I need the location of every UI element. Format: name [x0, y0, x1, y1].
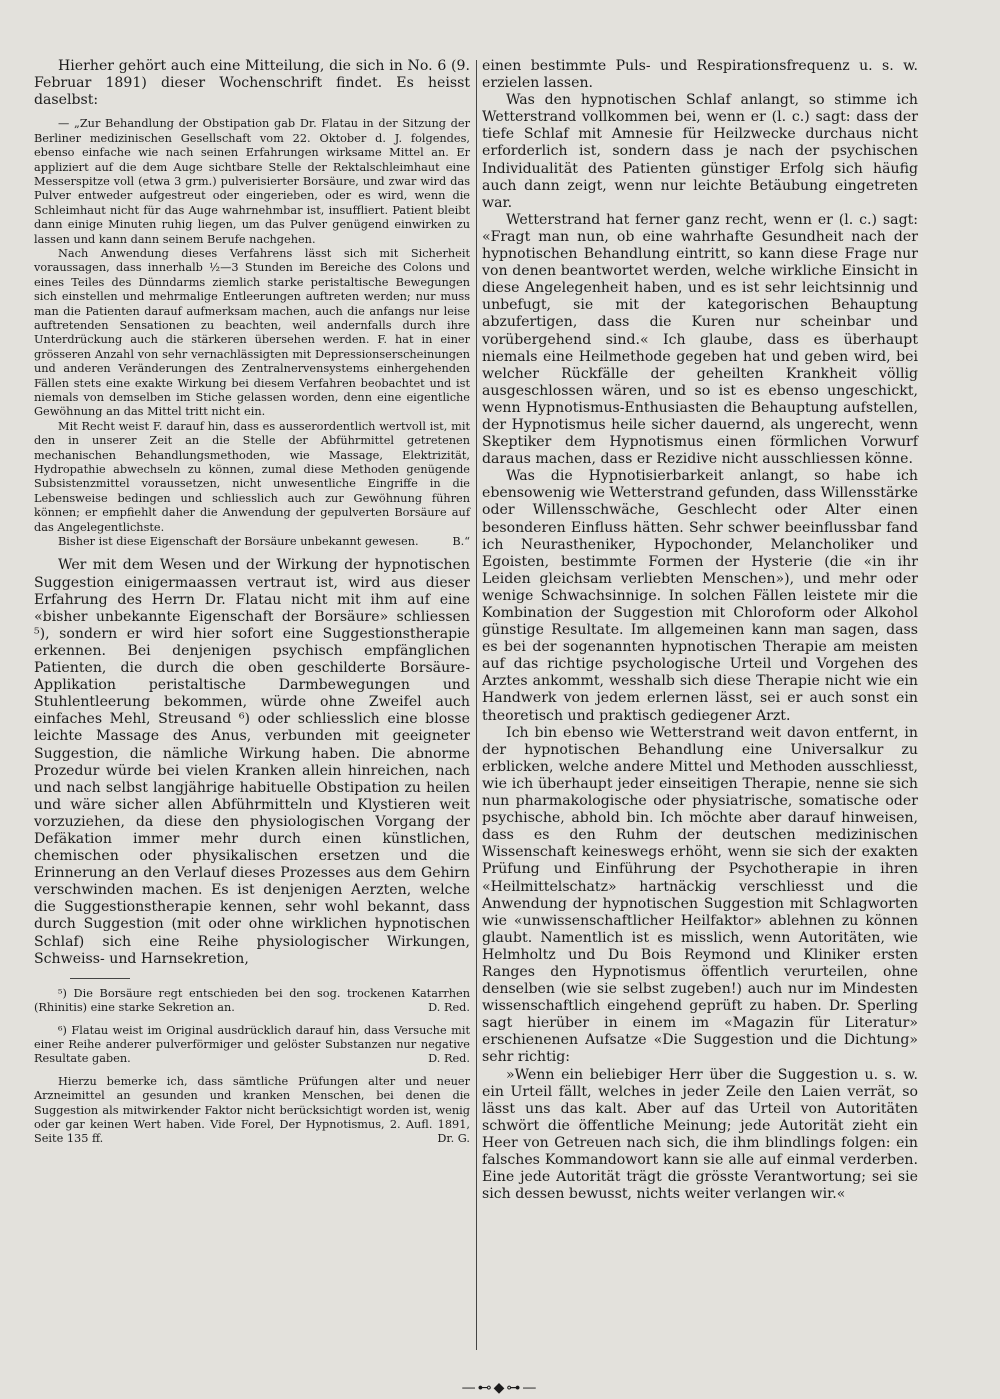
- right-paragraph-2: Was den hypnotischen Schlaf anlangt, so stimme ich Wetterstrand vollkommen bei, wenn er (l. c.) sagt: dass der tiefe Schlaf mit Amnesie für Heilzwecke durchaus nicht erforderlich ist, sondern dass je nach der psychischen Individualität des Patienten günstiger Erfolg sich häufig auch dann zeigt, wenn nur leichte Betäubung eingetreten war.: [482, 92, 918, 211]
- main-paragraph: Wer mit dem Wesen und der Wirkung der hypnotischen Suggestion einigermaassen vertraut ist, wird aus dieser Erfahrung des Herrn Dr. Flatau nicht mit ihm auf eine «bisher unbekannte Eigenschaft der Borsäure» schliessen ⁵), sondern er wird hier sofort eine Suggestionstherapie erkennen. Bei denjenigen psychisch empfänglichen Patienten, die durch die oben geschilderte Borsäure-Applikation peristaltische Darmbewegungen und Stuhlentleerung bekommen, würde ohne Zweifel auch einfaches Mehl, Streusand ⁶) oder schliesslich eine blosse leichte Massage des Anus, verbunden mit geeigneter Suggestion, die nämliche Wirkung haben. Die abnorme Prozedur würde bei vielen Kranken allein hinreichen, nach und nach selbst langjährige habituelle Obstipation zu heilen und wäre sicher allen Abführmitteln und Klystieren weit vorzuziehen, da diese den physiologischen Vorgang der Defäkation immer mehr durch einen künstlichen, chemischen oder physikalischen ersetzen und die Erinnerung an den Verlauf dieses Prozesses aus dem Gehirn verschwinden machen. Es ist denjenigen Aerzten, welche die Suggestionstherapie kennen, sehr wohl bekannt, dass durch Suggestion (mit oder ohne wirklichen hypnotischen Schlaf) sich eine Reihe physiologischer Wirkungen, Schweiss- und Harnsekretion,: [34, 557, 470, 967]
- right-paragraph-3: Wetterstrand hat ferner ganz recht, wenn er (l. c.) sagt: «Fragt man nun, ob eine wahrhafte Gesundheit nach der hypnotischen Behandlung eintritt, so kann diese Frage nur von denen beantwortet werden, welche wirkliche Einsicht in diese Angelegenheit haben, und es ist sehr leichtsinnig und unbefugt, sie mit der kategorischen Behauptung abzufertigen, dass die Kuren nur scheinbar und vorübergehend sind.« Ich glaube, dass es überhaupt niemals eine Heilmethode gegeben hat und geben wird, bei welcher Rückfälle der geheilten Krankheit völlig ausgeschlossen wären, und so ist es ebenso ungeschickt, wenn Hypnotismus-Enthusiasten die Behauptung aufstellen, der Hypnotismus heile sicher dauernd, als ungerecht, wenn Skeptiker dem Hypnotismus einen förmlichen Vorwurf daraus machen, dass er Rezidive nicht ausschliessen könne.: [482, 211, 918, 468]
- footnote-5-text: ⁵) Die Borsäure regt entschieden bei den sog. trockenen Katarrhen (Rhinitis) eine starke Sekretion an.: [34, 986, 470, 1015]
- footnote-remark-text: Hierzu bemerke ich, dass sämtliche Prüfungen alter und neuer Arzneimittel an gesunden und kranken Menschen, bei denen die Suggestion als mitwirkender Faktor nicht berücksichtigt worden ist, wenig oder gar keinen Wert haben. Vide Forel, Der Hypnotismus, 2. Aufl. 1891, Seite 135 ff.: [34, 1074, 470, 1146]
- quote-paragraph-4: [34, 535, 470, 549]
- quote-paragraph-1: — „Zur Behandlung der Obstipation gab Dr. Flatau in der Sitzung der Berliner medizinischen Gesellschaft vom 22. Oktober d. J. folgendes, ebenso einfache wie nach seinen Erfahrungen wirksame Mittel an. Er appliziert auf die dem Auge sichtbare Stelle der Rektalschleimhaut eine Messerspitze voll (etwa 3 grm.) pulverisierter Borsäure, und zwar wird das Pulver entweder aufgestreut oder eingerieben, oder es wird, wenn die Schleimhaut nicht für das Auge wahrnehmbar ist, insuffliert. Patient bleibt dann einige Minuten ruhig liegen, um das Pulver genügend einwirken zu lassen und kann dann seinem Berufe nachgehen.: [34, 117, 470, 246]
- left-column: [34, 58, 470, 1147]
- footnote-5-signature: D. Red.: [428, 1001, 470, 1015]
- right-column: [482, 58, 918, 1203]
- intro-paragraph: Hierher gehört auch eine Mitteilung, die sich in No. 6 (9. Februar 1891) dieser Wochenschrift findet. Es heisst daselbst:: [34, 58, 470, 109]
- quote-paragraph-3: Mit Recht weist F. darauf hin, dass es ausserordentlich wertvoll ist, mit den in unserer Zeit an die Stelle der Abführmittel getretenen mechanischen Behandlungsmethoden, wie Massage, Elektrizität, Hydropathie abwechseln zu können, zumal diese Methoden genügende Subsistenzmittel voraussetzen, nicht unwesentliche Eingriffe in die Lebensweise bedingen und schliesslich auch zur Gewöhnung führen können; er empfiehlt daher die Anwendung der gepulverten Borsäure auf das Angelegentlichste.: [34, 419, 470, 534]
- footnote-remark: [34, 1075, 470, 1147]
- footnote-6: [34, 1024, 470, 1067]
- footnote-remark-signature: Dr. G.: [437, 1132, 470, 1146]
- right-paragraph-5: Ich bin ebenso wie Wetterstrand weit davon entfernt, in der hypnotischen Behandlung eine Universalkur zu erblicken, welche andere Mittel und Methoden ausschliesst, wie ich überhaupt jeder einseitigen Therapie, nenne sie sich nun pharmakologische oder physiatrische, somatische oder psychische, abhold bin. Ich möchte aber darauf hinweisen, dass es den Ruhm der deutschen medizinischen Wissenschaft keineswegs erhöht, wenn sie sich der exakten Prüfung und Einführung der Psychotherapie in ihren «Heilmittelschatz» hartnäckig verschliesst und die Anwendung der hypnotischen Suggestion mit Schlagworten wie «unwissenschaftlicher Heilfaktor» ablehnen zu können glaubt. Namentlich ist es misslich, wenn Autoritäten, wie Helmholtz und Du Bois Reymond und Kliniker ersten Ranges den Hypnotismus öffentlich verurteilen, ohne denselben (wie sie selbst zugeben!) auch nur im Mindesten wissenschaftlich eingehend geprüft zu haben. Dr. Sperling sagt hierüber in einem im «Magazin für Literatur» erschienenen Aufsatze «Die Suggestion und die Dichtung» sehr richtig:: [482, 724, 918, 1066]
- quote-paragraph-4-text: Bisher ist diese Eigenschaft der Borsäure unbekannt gewesen.: [58, 535, 419, 549]
- footnote-6-text: ⁶) Flatau weist im Original ausdrücklich darauf hin, dass Versuche mit einer Reihe anderer pulverförmiger und gelöster Substanzen nur negative Resultate gaben.: [34, 1023, 470, 1066]
- quote-signature: B.“: [452, 535, 470, 549]
- end-ornament: —⊷◆⊶—: [461, 1380, 539, 1396]
- right-paragraph-1: einen bestimmte Puls- und Respirationsfrequenz u. s. w. erzielen lassen.: [482, 58, 918, 92]
- footnote-divider: [70, 978, 130, 979]
- footnote-5: [34, 987, 470, 1016]
- quote-paragraph-2: Nach Anwendung dieses Verfahrens lässt sich mit Sicherheit voraussagen, dass innerhalb ½—3 Stunden im Bereiche des Colons und eines Teiles des Dünndarms ziemlich starke peristaltische Bewegungen sich einstellen und mehrmalige Entleerungen auftreten werden; nur muss man die Patienten darauf aufmerksam machen, auch die anfangs nur leise auftretenden Sensationen zu beachten, weil andernfalls durch ihre Unterdrückung auch die stärkeren übersehen werden. F. hat in einer grösseren Anzahl von sehr vernachlässigten mit Depressionserscheinungen und anderen Veränderungen des Zentralnervensystems einhergehenden Fällen stets eine exakte Wirkung bei diesem Verfahren beobachtet und ist niemals von demselben im Stiche gelassen worden, denn eine eigentliche Gewöhnung an das Mittel tritt nicht ein.: [34, 246, 470, 419]
- right-paragraph-4: Was die Hypnotisierbarkeit anlangt, so habe ich ebensowenig wie Wetterstrand gefunden, dass Willensstärke oder Willensschwäche, Geschlecht oder Alter einen besonderen Einfluss hätten. Sehr schwer beeinflussbar fand ich Neurastheniker, Hypochonder, Melancholiker und Egoisten, bestimmte Formen der Hysterie (die «in ihr Leiden gleichsam verliebten Menschen»), und mehr oder wenige Schwachsinnige. In solchen Fällen leistete mir die Kombination der Suggestion mit Chloroform oder Alkohol günstige Resultate. Im allgemeinen kann man sagen, dass es bei der sogenannten hypnotischen Therapie am meisten auf das richtige psychologische Urteil und Vorgehen des Arztes ankommt, wesshalb sich diese Therapie nicht wie ein Handwerk von jedem erlernen lässt, sei er auch sonst ein theoretisch und praktisch gediegener Arzt.: [482, 468, 918, 724]
- footnote-6-signature: D. Red.: [428, 1052, 470, 1066]
- right-paragraph-6: »Wenn ein beliebiger Herr über die Suggestion u. s. w. ein Urteil fällt, welches in jeder Zeile den Laien verrät, so lässt uns das kalt. Aber auf das Urteil von Autoritäten schwört die öffentliche Meinung; jede Autorität zieht ein Heer von Getreuen nach sich, die ihm blindlings folgen: ein falsches Kommandowort kann sie alle auf einmal verderben. Eine jede Autorität trägt die grösste Verantwortung; sei sie sich dessen bewusst, nichts weiter verlangen wir.«: [482, 1066, 918, 1203]
- column-divider: [476, 60, 477, 1350]
